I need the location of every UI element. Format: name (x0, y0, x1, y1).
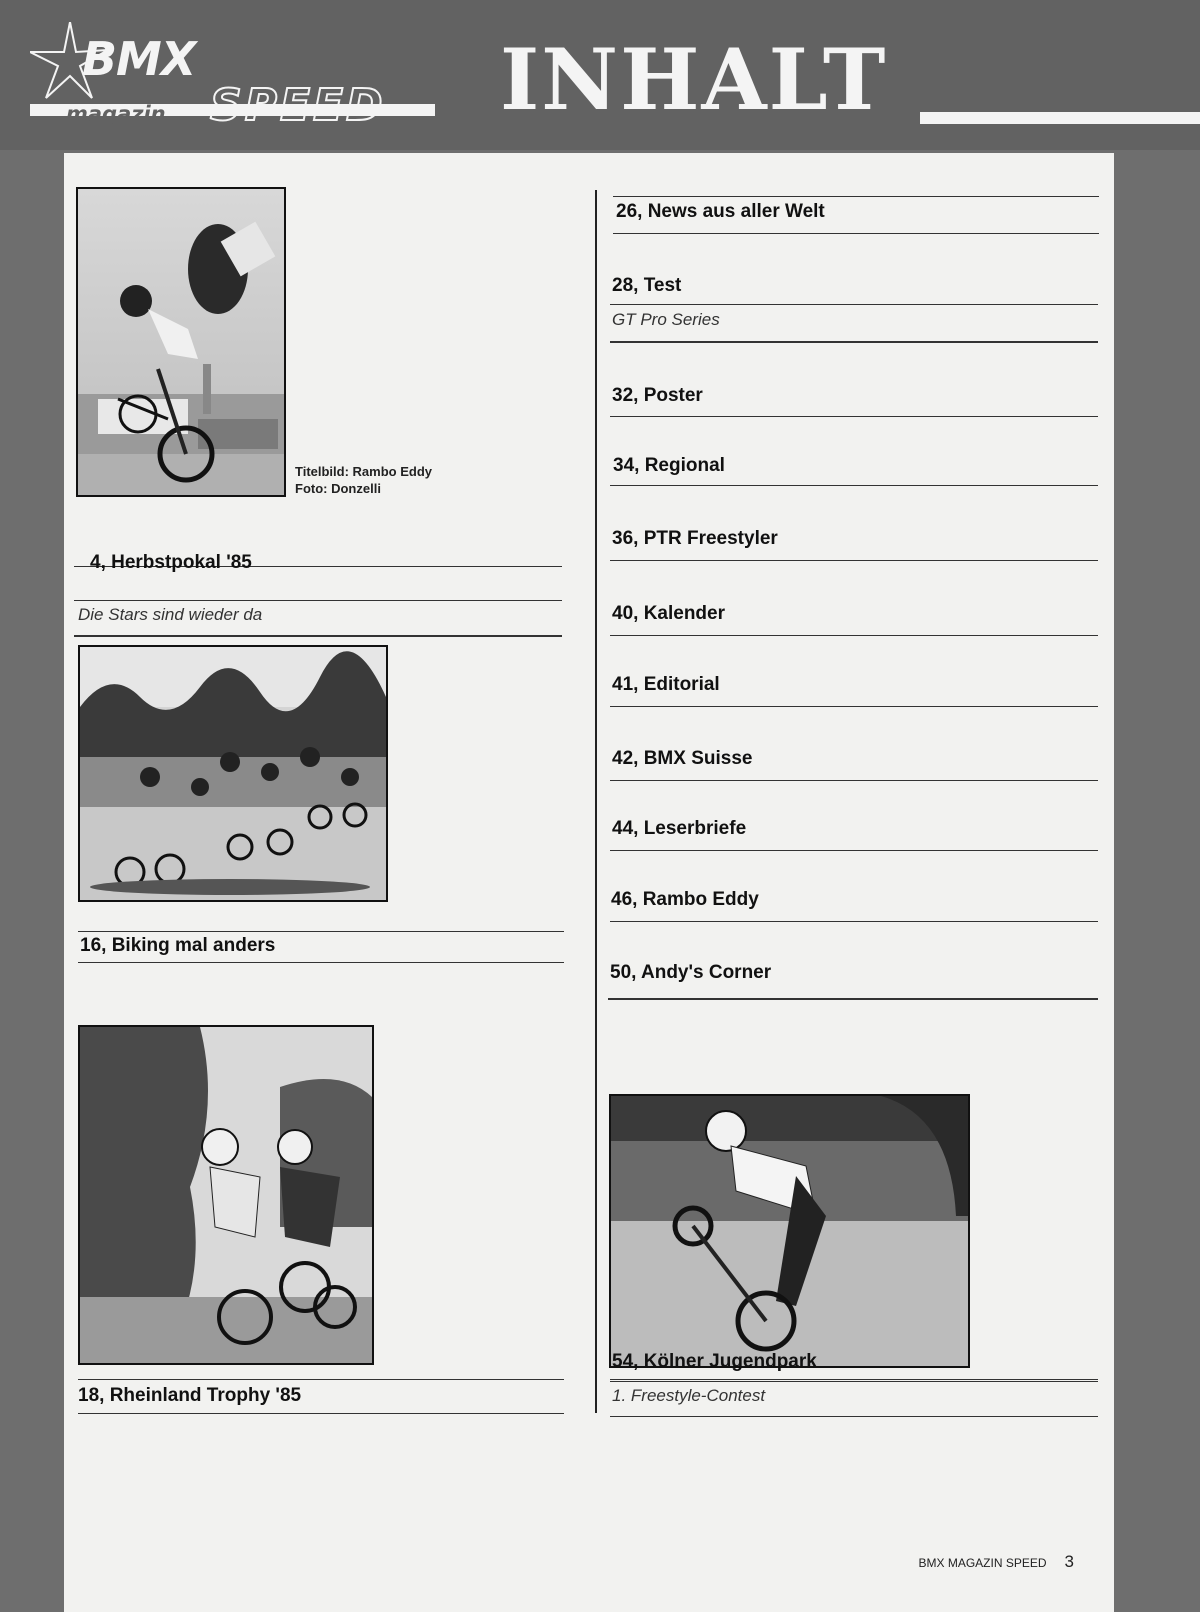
toc-entry-editorial[interactable]: 41, Editorial (612, 674, 720, 695)
rule (74, 600, 562, 601)
toc-entry-kalender[interactable]: 40, Kalender (612, 603, 725, 624)
rheinland-trophy-photo (78, 1025, 374, 1365)
rule (610, 635, 1098, 636)
rule (610, 1379, 1098, 1380)
rule (610, 416, 1098, 417)
rule (610, 485, 1098, 486)
header (0, 0, 1200, 150)
toc-entry-herbstpokal-subtitle: Die Stars sind wieder da (78, 605, 263, 624)
contents-page (64, 153, 1114, 1612)
toc-entry-news[interactable]: 26, News aus aller Welt (616, 201, 825, 222)
column-divider (595, 190, 597, 1413)
cover-photo (76, 187, 286, 497)
rule (610, 850, 1098, 851)
logo-magazin-text: magazin (66, 102, 166, 126)
toc-entry-leserbriefe[interactable]: 44, Leserbriefe (612, 818, 747, 839)
page-footer (919, 1552, 1075, 1572)
page-number: 3 (1064, 1552, 1074, 1571)
rule (610, 1416, 1098, 1417)
rule (610, 560, 1098, 561)
toc-entry-herbstpokal[interactable]: 4, Herbstpokal '85 (90, 552, 252, 573)
rule (78, 931, 564, 932)
cover-caption-photo-credit: Foto: Donzelli (295, 481, 381, 496)
rule (78, 962, 564, 963)
toc-entry-poster[interactable]: 32, Poster (612, 385, 703, 406)
rule (78, 1379, 564, 1380)
freestyle-photo (609, 1094, 970, 1368)
toc-entry-test[interactable]: 28, Test (612, 275, 682, 296)
rule (610, 304, 1098, 305)
rule (610, 1381, 1098, 1382)
rule (613, 196, 1099, 197)
toc-entry-regional[interactable]: 34, Regional (613, 455, 725, 476)
rule (613, 233, 1099, 234)
logo-bmx-text: BMX (82, 32, 196, 86)
cover-caption-title: Titelbild: Rambo Eddy (295, 464, 432, 479)
rule (78, 1413, 564, 1414)
rule (610, 706, 1098, 707)
toc-entry-koelner-jugendpark[interactable]: 54, Kölner Jugendpark (612, 1351, 817, 1372)
page-title: INHALT (500, 30, 888, 129)
rule (610, 921, 1098, 922)
toc-entry-rheinland-trophy[interactable]: 18, Rheinland Trophy '85 (78, 1385, 302, 1406)
bmx-speed-logo (30, 22, 435, 132)
title-rule (920, 112, 1200, 124)
toc-entry-test-subtitle: GT Pro Series (612, 310, 720, 329)
logo-speed-text: SPEED (210, 80, 386, 131)
cover-caption (295, 463, 432, 497)
toc-entry-biking-mal-anders[interactable]: 16, Biking mal anders (80, 935, 276, 956)
race-start-photo (78, 645, 388, 902)
rule (74, 635, 562, 637)
rule (608, 998, 1098, 1000)
toc-entry-bmx-suisse[interactable]: 42, BMX Suisse (612, 748, 753, 769)
footer-magazine-name: BMX MAGAZIN SPEED (918, 1556, 1047, 1570)
rule (610, 780, 1098, 781)
toc-entry-koelner-jugendpark-subtitle: 1. Freestyle-Contest (612, 1386, 766, 1405)
toc-entry-andys-corner[interactable]: 50, Andy's Corner (610, 962, 772, 983)
toc-entry-ptr-freestyler[interactable]: 36, PTR Freestyler (612, 528, 778, 549)
toc-entry-rambo-eddy[interactable]: 46, Rambo Eddy (611, 889, 759, 910)
rule (610, 341, 1098, 343)
